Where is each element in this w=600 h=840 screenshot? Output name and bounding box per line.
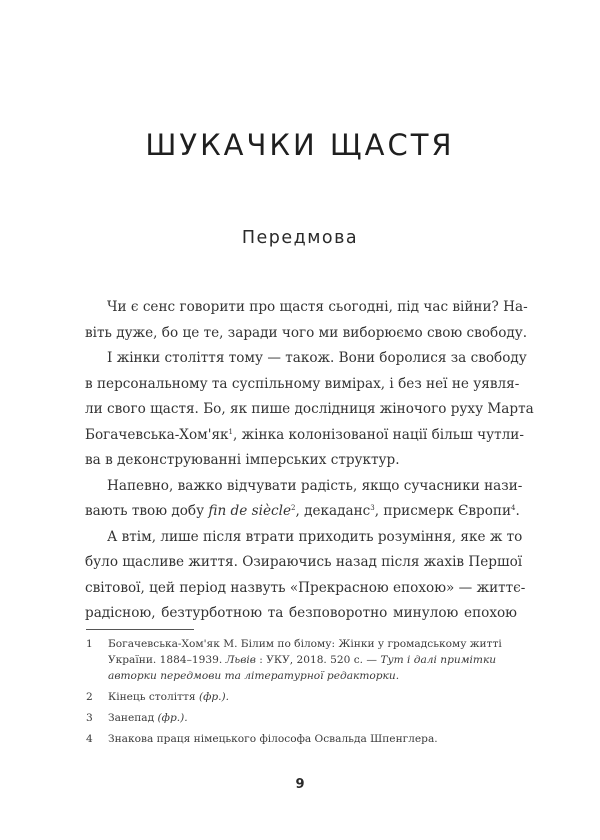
body-line: Напевно, важко відчувати радість, якщо сучасники нази-: [107, 477, 523, 494]
footnotes: [86, 636, 526, 752]
body-line: А втім, лише після втрати приходить розуміння, яке ж то: [107, 528, 523, 545]
footnote-item: [86, 636, 526, 684]
footnote-text: Знакова праця німецького філософа Освальда Шпенглера.: [108, 733, 438, 745]
footnote-item: [86, 710, 526, 726]
body-line: І жінки століття тому — також. Вони боролися за свободу: [107, 350, 527, 366]
body-text: [85, 295, 534, 627]
footnote-number: 1: [86, 638, 93, 650]
footnote-text: Занепад (фр.).: [108, 712, 188, 724]
body-line: було щасливе життя. Озираючись назад після жахів Першої: [85, 554, 523, 570]
chapter-title: ШУКАЧКИ ЩАСТЯ: [145, 128, 455, 162]
chapter-subtitle: Передмова: [241, 228, 359, 248]
body-line: світової, цей період назвуть «Прекрасною епохою» — життє-: [85, 579, 526, 596]
footnote-number: 2: [86, 691, 93, 703]
footnote-number: 3: [86, 712, 93, 724]
footnote-ref[interactable]: 4: [511, 504, 516, 512]
footnote-text: Богачевська-Хом'як М. Білим по білому: Жінки у громадському житті України. 1884–1939. Львів : УКУ, 2018. 520 с. — Тут і далі примітки авторки передмови та літературної редакторки.: [108, 638, 502, 682]
footnote-item: [86, 689, 526, 705]
body-line: ли свого щастя. Бо, як пише дослідниця жіночого руху Марта: [85, 401, 534, 417]
footnote-ref[interactable]: 3: [370, 504, 375, 512]
body-line: радісною, безтурботною та безповоротно минулою епохою: [85, 605, 517, 621]
body-line: Чи є сенс говорити про щастя сьогодні, під час війни? На-: [107, 299, 528, 315]
body-line: Богачевська-$Хом'як^1$, жінка колонізованої нації більш чутли-: [85, 426, 524, 443]
footnote-number: 4: [86, 733, 93, 745]
body-line: в персональному та суспільному вимірах, і без неї не уявля-: [85, 375, 520, 392]
body-line: віть дуже, бо це те, заради чого ми виборюємо свою свободу.: [85, 324, 528, 341]
footnote-divider: [86, 629, 194, 630]
footnote-ref[interactable]: 2: [291, 504, 296, 512]
page-number: 9: [295, 777, 305, 792]
footnote-ref[interactable]: 1: [228, 427, 234, 436]
body-line: вають твою добу fin de siècle$^2$, декаданс$^3$, присмерк Європи$^4$.: [85, 503, 520, 519]
body-line: ва в деконструюванні імперських структур.: [85, 452, 400, 468]
footnote-item: [86, 731, 526, 747]
footnote-text: Кінець століття (фр.).: [108, 691, 230, 703]
